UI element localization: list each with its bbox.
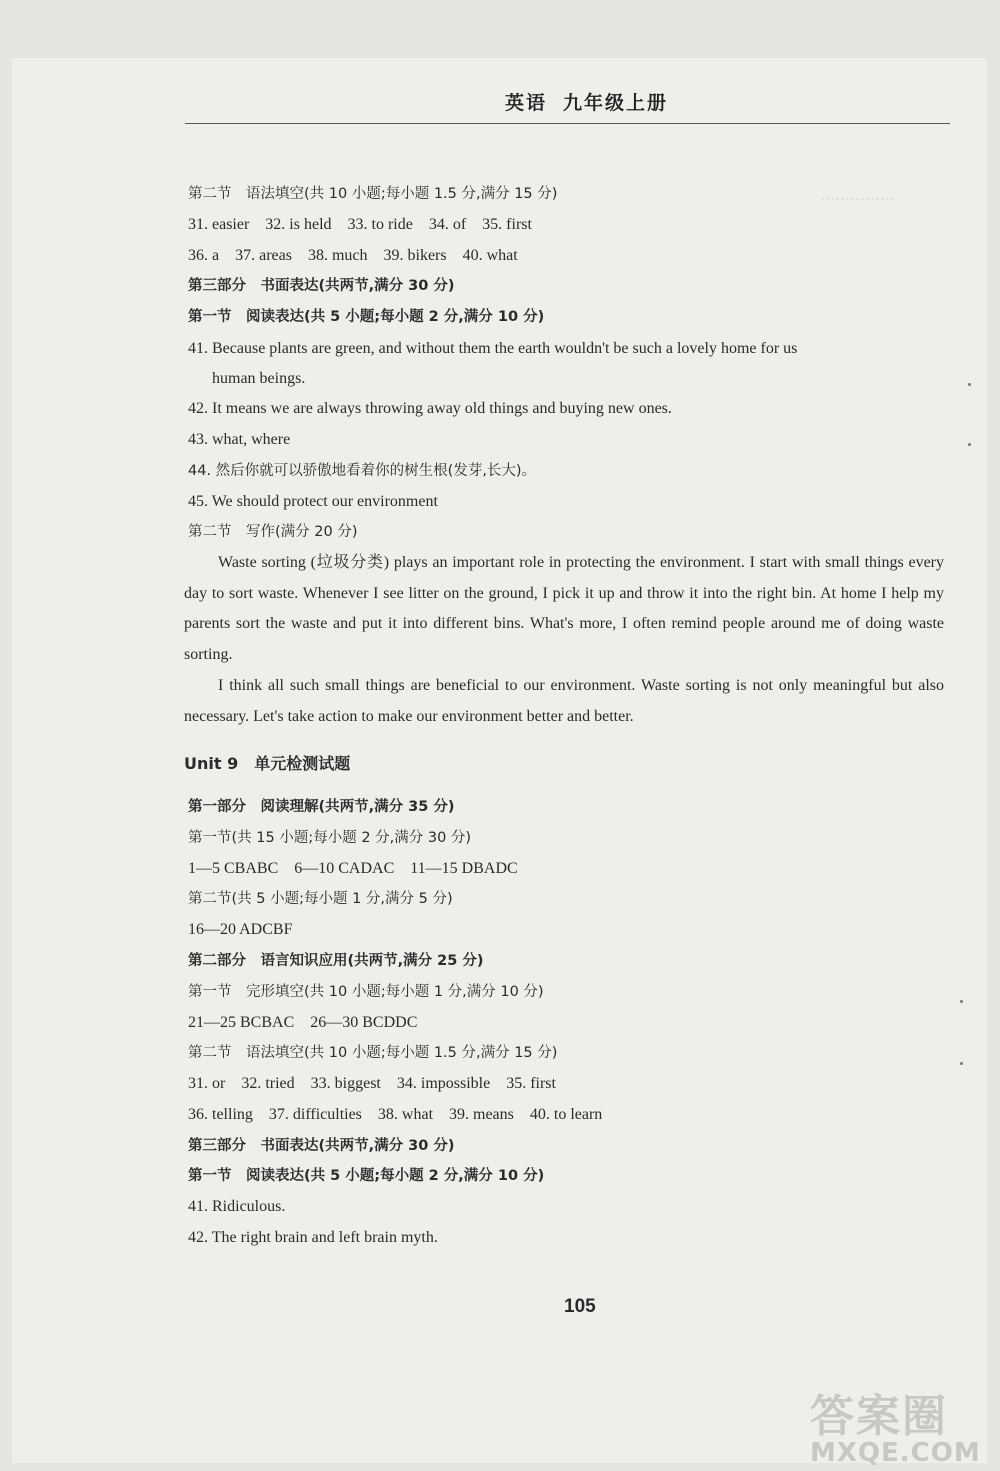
unit9-answers-16-20: 16—20 ADCBF xyxy=(188,921,293,938)
watermark-en: MXQE.COM xyxy=(810,1438,981,1468)
grammar-answers-row1: 31. easier 32. is held 33. to ride 34. of 35. first xyxy=(188,216,532,233)
unit9-grammar-row1: 31. or 32. tried 33. biggest 34. impossible 35. first xyxy=(188,1075,556,1092)
answer-45: 45. We should protect our environment xyxy=(188,493,438,510)
speck xyxy=(960,1062,963,1065)
page-header xyxy=(505,88,684,115)
page-sheet xyxy=(12,58,987,1463)
essay-paragraph-2: I think all such small things are beneficial to our environment. Waste sorting is not only meaningful but also necessary. Let's take action to make our environment better and better. xyxy=(184,677,944,725)
essay-paragraph-1: Waste sorting (垃圾分类) plays an important role in protecting the environment. I start with small things every day to sort waste. Whenever I see litter on the ground, I pick it up and throw it into the right bin. At home I help my parents sort the waste and put it into different bins. What's more, I often remind people around me of doing waste sorting. xyxy=(184,554,944,663)
part3-heading: 第三部分 书面表达(共两节,满分 30 分) xyxy=(188,278,455,294)
speck xyxy=(968,383,971,386)
writing-heading: 第二节 写作(满分 20 分) xyxy=(188,524,358,540)
answer-43: 43. what, where xyxy=(188,431,291,448)
unit9-cloze-heading: 第一节 完形填空(共 10 小题;每小题 1 分,满分 10 分) xyxy=(188,984,544,1000)
grammar-fill-heading: 第二节 语法填空(共 10 小题;每小题 1.5 分,满分 15 分) xyxy=(188,186,558,202)
unit9-p1-section2-heading: 第二节(共 5 小题;每小题 1 分,满分 5 分) xyxy=(188,891,453,907)
header-rule xyxy=(185,123,950,124)
answer-42: 42. It means we are always throwing away old things and buying new ones. xyxy=(188,400,672,417)
unit9-part2-heading: 第二部分 语言知识应用(共两节,满分 25 分) xyxy=(188,953,484,969)
unit9-p1-section1-heading: 第一节(共 15 小题;每小题 2 分,满分 30 分) xyxy=(188,830,472,846)
unit9-grammar-heading: 第二节 语法填空(共 10 小题;每小题 1.5 分,满分 15 分) xyxy=(188,1045,558,1061)
unit9-cloze-answers: 21—25 BCBAC 26—30 BCDDC xyxy=(188,1014,418,1031)
header-grade: 九年级上册 xyxy=(563,92,669,114)
unit9-reading-heading: 第一节 阅读表达(共 5 小题;每小题 2 分,满分 10 分) xyxy=(188,1168,545,1184)
answer-44: 44. 然后你就可以骄傲地看着你的树生根(发芽,长大)。 xyxy=(188,463,537,479)
unit9-answer-41: 41. Ridiculous. xyxy=(188,1198,286,1215)
answer-41-continued: human beings. xyxy=(212,370,306,387)
page-number: 105 xyxy=(564,1296,596,1317)
reading-expression-heading: 第一节 阅读表达(共 5 小题;每小题 2 分,满分 10 分) xyxy=(188,309,545,325)
unit9-title: Unit 9 单元检测试题 xyxy=(184,754,351,773)
unit9-answers-1-15: 1—5 CBABC 6—10 CADAC 11—15 DBADC xyxy=(188,860,518,877)
speck xyxy=(968,443,971,446)
bleed-through: …………… xyxy=(820,188,895,204)
answer-41: 41. Because plants are green, and without them the earth wouldn't be such a lovely home for us xyxy=(188,340,798,357)
unit9-part3-heading: 第三部分 书面表达(共两节,满分 30 分) xyxy=(188,1138,455,1154)
watermark-cn: 答案圈 xyxy=(810,1391,948,1442)
grammar-answers-row2: 36. a 37. areas 38. much 39. bikers 40. what xyxy=(188,247,518,264)
unit9-grammar-row2: 36. telling 37. difficulties 38. what 39. means 40. to learn xyxy=(188,1106,603,1123)
header-subject: 英语 xyxy=(505,92,548,114)
speck xyxy=(960,1000,963,1003)
unit9-part1-heading: 第一部分 阅读理解(共两节,满分 35 分) xyxy=(188,799,455,815)
unit9-answer-42: 42. The right brain and left brain myth. xyxy=(188,1229,438,1246)
watermark-logo xyxy=(810,1380,985,1466)
